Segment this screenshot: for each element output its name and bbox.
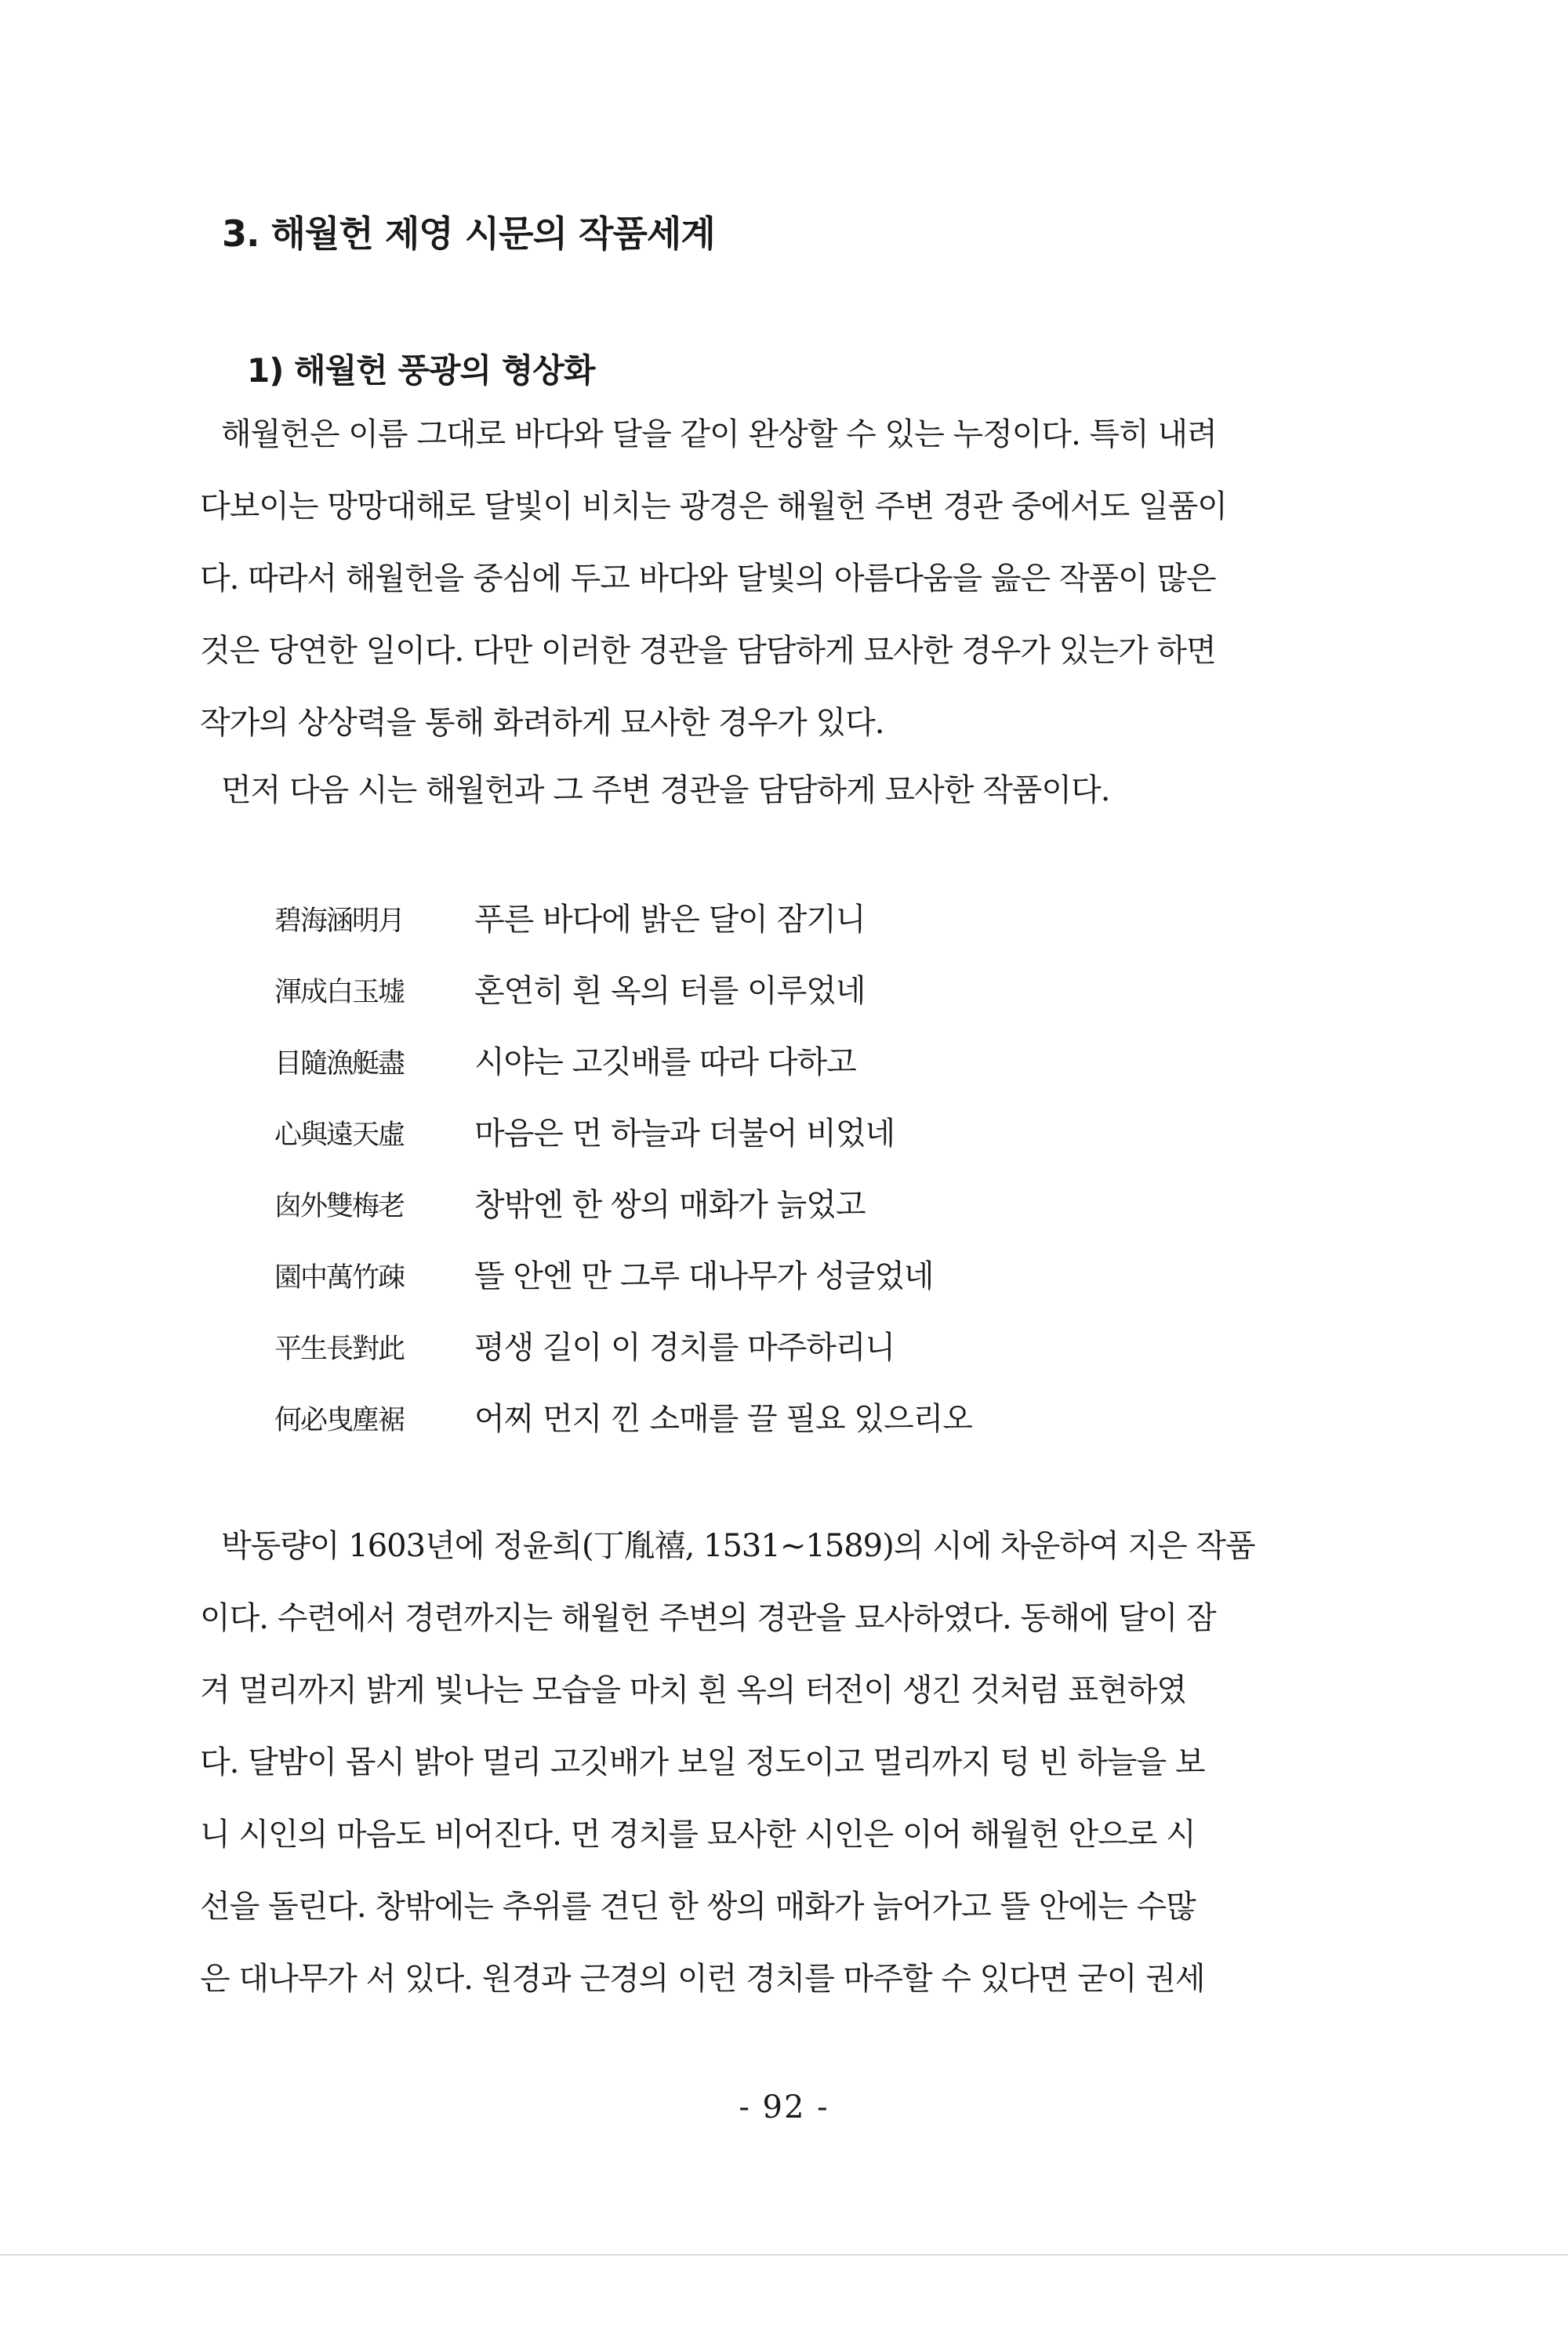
paragraph-line: 이다. 수련에서 경련까지는 해월헌 주변의 경관을 묘사하였다. 동해에 달이 잠 (200, 1600, 1216, 1636)
poem-hanja: 何必曳塵裾 (274, 1405, 405, 1436)
paragraph-line: 해월헌은 이름 그대로 바다와 달을 같이 완상할 수 있는 누정이다. 특히 내려 (221, 416, 1217, 452)
poem-hanja: 目隨漁艇盡 (274, 1048, 405, 1080)
paragraph-line: 다. 따라서 해월헌을 중심에 두고 바다와 달빛의 아름다움을 읊은 작품이 많은 (200, 561, 1216, 597)
poem-hanja: 囱外雙梅老 (274, 1191, 405, 1222)
paragraph-line: 선을 돌린다. 창밖에는 추위를 견딘 한 쌍의 매화가 늙어가고 뜰 안에는 수많 (200, 1889, 1196, 1925)
paragraph-line: 다보이는 망망대해로 달빛이 비치는 광경은 해월헌 주변 경관 중에서도 일품이 (200, 488, 1227, 524)
page-number: - 92 - (739, 2089, 829, 2125)
paragraph-analysis (200, 1510, 1345, 2015)
paragraph-line: 은 대나무가 서 있다. 원경과 근경의 이런 경치를 마주할 수 있다면 굳이 권세 (200, 1961, 1205, 1997)
sub-heading: 1) 해월헌 풍광의 형상화 (247, 351, 595, 390)
poem-line (274, 884, 1294, 956)
poem-line (274, 1027, 1294, 1098)
poem-korean: 혼연히 흰 옥의 터를 이루었네 (474, 973, 866, 1009)
poem-hanja: 心與遠天虛 (274, 1120, 405, 1151)
paragraph-intro (200, 398, 1345, 759)
section-heading: 3. 해월헌 제영 시문의 작품세계 (222, 212, 715, 255)
paragraph-line: 작가의 상상력을 통해 화려하게 묘사한 경우가 있다. (200, 705, 884, 741)
poem-line (274, 1170, 1294, 1241)
paragraph-line: 것은 당연한 일이다. 다만 이러한 경관을 담담하게 묘사한 경우가 있는가 하면 (200, 633, 1216, 669)
paragraph-line: 겨 멀리까지 밝게 빛나는 모습을 마치 흰 옥의 터전이 생긴 것처럼 표현하였 (200, 1672, 1187, 1708)
paragraph-line: 먼저 다음 시는 해월헌과 그 주변 경관을 담담하게 묘사한 작품이다. (221, 772, 1110, 808)
page-bottom-divider (0, 2254, 1568, 2256)
poem-korean: 마음은 먼 하늘과 더불어 비었네 (474, 1116, 895, 1152)
poem-hanja: 碧海涵明月 (274, 906, 405, 937)
poem-hanja: 渾成白玉墟 (274, 977, 405, 1008)
poem-korean: 어찌 먼지 낀 소매를 끌 필요 있으리오 (474, 1401, 972, 1437)
poem-line (274, 956, 1294, 1027)
paragraph-poem-intro (200, 754, 1345, 826)
poem-line (274, 1312, 1294, 1384)
paragraph-line: 박동량이 1603년에 정윤희(丁胤禧, 1531~1589)의 시에 차운하여 지은 작품 (221, 1528, 1255, 1564)
poem-hanja: 園中萬竹疎 (274, 1262, 405, 1294)
poem-korean: 창밖엔 한 쌍의 매화가 늙었고 (474, 1187, 866, 1223)
poem-hanja: 平生長對此 (274, 1334, 405, 1365)
poem-korean: 시야는 고깃배를 따라 다하고 (474, 1044, 856, 1080)
paragraph-line: 다. 달밤이 몹시 밝아 멀리 고깃배가 보일 정도이고 멀리까지 텅 빈 하늘을 보 (200, 1744, 1205, 1780)
poem-line (274, 1241, 1294, 1312)
poem-line (274, 1384, 1294, 1455)
paragraph-line: 니 시인의 마음도 비어진다. 먼 경치를 묘사한 시인은 이어 해월헌 안으로 시 (200, 1817, 1196, 1853)
poem-korean: 평생 길이 이 경치를 마주하리니 (474, 1330, 895, 1366)
poem-line (274, 1098, 1294, 1170)
poem-korean: 뜰 안엔 만 그루 대나무가 성글었네 (474, 1258, 934, 1294)
poem-korean: 푸른 바다에 밝은 달이 잠기니 (474, 902, 866, 938)
poem-block (274, 884, 1294, 1455)
